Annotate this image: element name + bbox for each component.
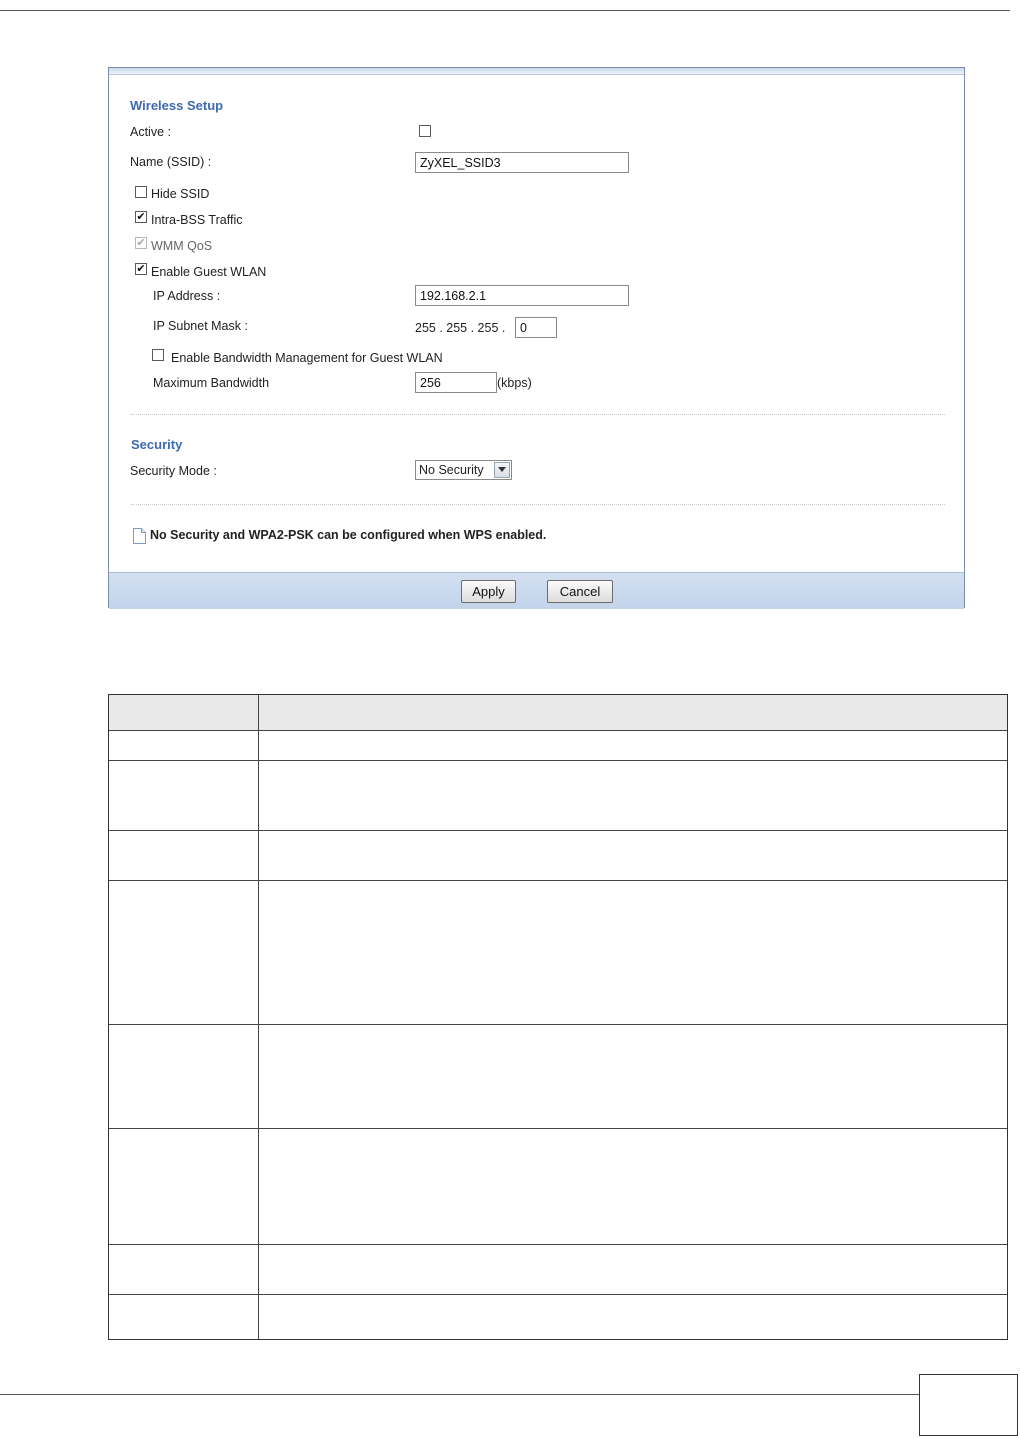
max-bandwidth-input[interactable] [415,372,497,393]
max-bandwidth-label: Maximum Bandwidth [153,376,270,390]
ssid-input[interactable] [415,152,629,173]
wireless-setup-title: Wireless Setup [130,98,224,113]
panel-footer [109,572,964,609]
table-row [109,881,1007,1025]
note-icon [133,528,146,544]
subnet-mask-label: IP Subnet Mask : [153,319,248,333]
bandwidth-mgmt-label: Enable Bandwidth Management for Guest WLAN [171,351,443,365]
table-row [109,1295,1007,1340]
wmm-qos-label: WMM QoS [151,239,213,253]
field-description-table [108,694,1008,1340]
wps-note: No Security and WPA2-PSK can be configured when WPS enabled. [150,528,547,542]
table-row [109,1129,1007,1245]
ip-address-label: IP Address : [153,289,221,303]
section-divider [131,414,945,415]
section-divider [131,504,945,505]
panel-top-strip [109,68,964,75]
wireless-settings-panel [108,67,965,608]
footer-rule [0,1394,920,1395]
chevron-down-icon[interactable] [494,462,510,478]
active-checkbox[interactable] [419,125,431,137]
security-mode-value: No Security [419,463,484,477]
table-row [109,731,1007,761]
guest-wlan-checkbox[interactable]: ✔ [136,263,146,275]
header-rule [0,10,1010,11]
subnet-mask-prefix: 255 . 255 . 255 . [415,321,506,335]
ssid-label: Name (SSID) : [130,155,212,169]
table-row [109,831,1007,881]
table-header-row [109,695,1007,731]
table-column-divider [258,695,259,1339]
apply-button[interactable]: Apply [461,580,516,603]
hide-ssid-checkbox[interactable] [135,186,147,198]
cancel-button[interactable]: Cancel [547,580,613,603]
table-row [109,1025,1007,1129]
subnet-last-octet-input[interactable] [515,317,557,338]
intra-bss-checkbox[interactable]: ✔ [136,211,146,223]
security-title: Security [131,437,183,452]
page-number-box [919,1374,1018,1436]
hide-ssid-label: Hide SSID [151,187,210,201]
security-mode-label: Security Mode : [130,464,217,478]
guest-wlan-label: Enable Guest WLAN [151,265,267,279]
security-mode-select[interactable] [415,460,512,480]
ip-address-input[interactable] [415,285,629,306]
bandwidth-mgmt-checkbox[interactable] [152,349,164,361]
wmm-qos-checkbox: ✔ [136,237,146,249]
active-label: Active : [130,125,171,139]
bandwidth-unit: (kbps) [497,376,532,390]
table-row [109,1245,1007,1295]
intra-bss-label: Intra-BSS Traffic [151,213,243,227]
table-row [109,761,1007,831]
